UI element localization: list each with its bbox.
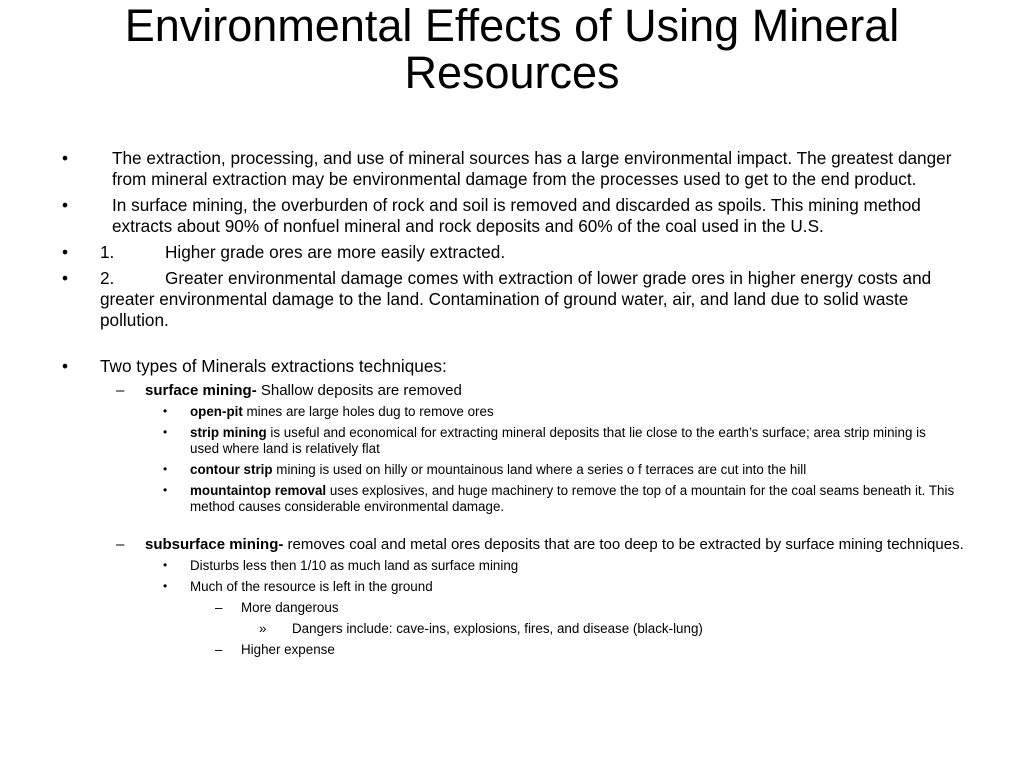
bullet-icon: •	[62, 356, 69, 376]
bullet-icon: •	[62, 195, 69, 215]
term: contour strip	[190, 462, 273, 477]
list-number: 2.	[100, 268, 115, 288]
term: subsurface mining-	[145, 536, 284, 553]
item-text: Much of the resource is left in the ground	[190, 579, 433, 594]
bullet-text: The extraction, processing, and use of mineral sources has a large environmental impact. The greatest danger from mineral extraction may be environmental damage from the processes used to get to the end product.	[112, 148, 952, 189]
bullet-two-types	[0, 356, 1024, 377]
bullet-text: Higher grade ores are more easily extracted.	[165, 242, 506, 262]
sub-item-subsurface-mining	[0, 536, 1024, 554]
level5-item-dangers-include	[0, 621, 1024, 637]
sub-sub-item-disturbs-less	[0, 558, 1024, 574]
bullet-icon: •	[163, 483, 168, 497]
item-text: More dangerous	[241, 600, 339, 615]
bullet-higher-grade-ores	[0, 242, 1024, 263]
dash-icon: –	[116, 382, 125, 399]
dash-icon: –	[116, 536, 125, 553]
item-text: is useful and economical for extracting mineral deposits that lie close to the earth’s surface; area strip mining is used where land is relatively flat	[190, 425, 926, 456]
item-text: Shallow deposits are removed	[256, 382, 462, 399]
sub-sub-item-resource-left	[0, 579, 1024, 595]
sub-sub-item-strip-mining	[0, 425, 1024, 457]
sub-item-surface-mining	[0, 382, 1024, 400]
slide-body	[0, 148, 1024, 663]
sub-sub-item-mountaintop-removal	[0, 483, 1024, 515]
slide-title: Environmental Effects of Using Mineral Resources	[124, 0, 900, 98]
raquo-icon: »	[259, 621, 267, 636]
bullet-extraction-impact	[0, 148, 1024, 190]
level4-item-higher-expense	[0, 642, 1024, 658]
bullet-text: Greater environmental damage comes with extraction of lower grade ores in higher energy costs and greater environmental damage to the land. Contamination of ground water, air, and land due to solid waste pollution.	[100, 268, 932, 330]
bullet-lower-grade-ores	[0, 268, 1024, 331]
sub-sub-item-open-pit	[0, 404, 1024, 420]
bullet-icon: •	[163, 404, 168, 418]
bullet-surface-mining-overburden	[0, 195, 1024, 237]
item-text: removes coal and metal ores deposits that are too deep to be extracted by surface mining techniques.	[283, 536, 964, 553]
bullet-icon: •	[62, 242, 69, 262]
item-text: Higher expense	[241, 642, 335, 657]
item-text: mining is used on hilly or mountainous land where a series o f terraces are cut into the hill	[272, 462, 807, 477]
term: mountaintop removal	[190, 483, 327, 498]
dash-icon: –	[215, 642, 223, 657]
item-text: mines are large holes dug to remove ores	[242, 404, 494, 419]
bullet-icon: •	[163, 558, 168, 572]
item-text: uses explosives, and huge machinery to remove the top of a mountain for the coal seams beneath it. This method causes considerable environmental damage.	[190, 483, 955, 514]
sub-sub-item-contour-strip	[0, 462, 1024, 478]
item-text: Dangers include: cave-ins, explosions, fires, and disease (black-lung)	[292, 621, 703, 636]
term: strip mining	[190, 425, 267, 440]
bullet-icon: •	[163, 462, 168, 476]
bullet-icon: •	[163, 425, 168, 439]
spacer	[0, 336, 1024, 356]
term: open-pit	[190, 404, 243, 419]
bullet-icon: •	[62, 148, 69, 168]
term: surface mining-	[145, 382, 257, 399]
level4-item-more-dangerous	[0, 600, 1024, 616]
bullet-icon: •	[62, 268, 69, 288]
dash-icon: –	[215, 600, 223, 615]
spacer	[0, 520, 1024, 536]
list-number: 1.	[100, 242, 115, 262]
bullet-text: Two types of Minerals extractions techniques:	[100, 356, 447, 376]
item-text: Disturbs less then 1/10 as much land as surface mining	[190, 558, 519, 573]
bullet-icon: •	[163, 579, 168, 593]
bullet-text: In surface mining, the overburden of rock and soil is removed and discarded as spoils. This mining method extracts about 90% of nonfuel mineral and rock deposits and 60% of the coal used in the U.S.	[112, 195, 921, 236]
